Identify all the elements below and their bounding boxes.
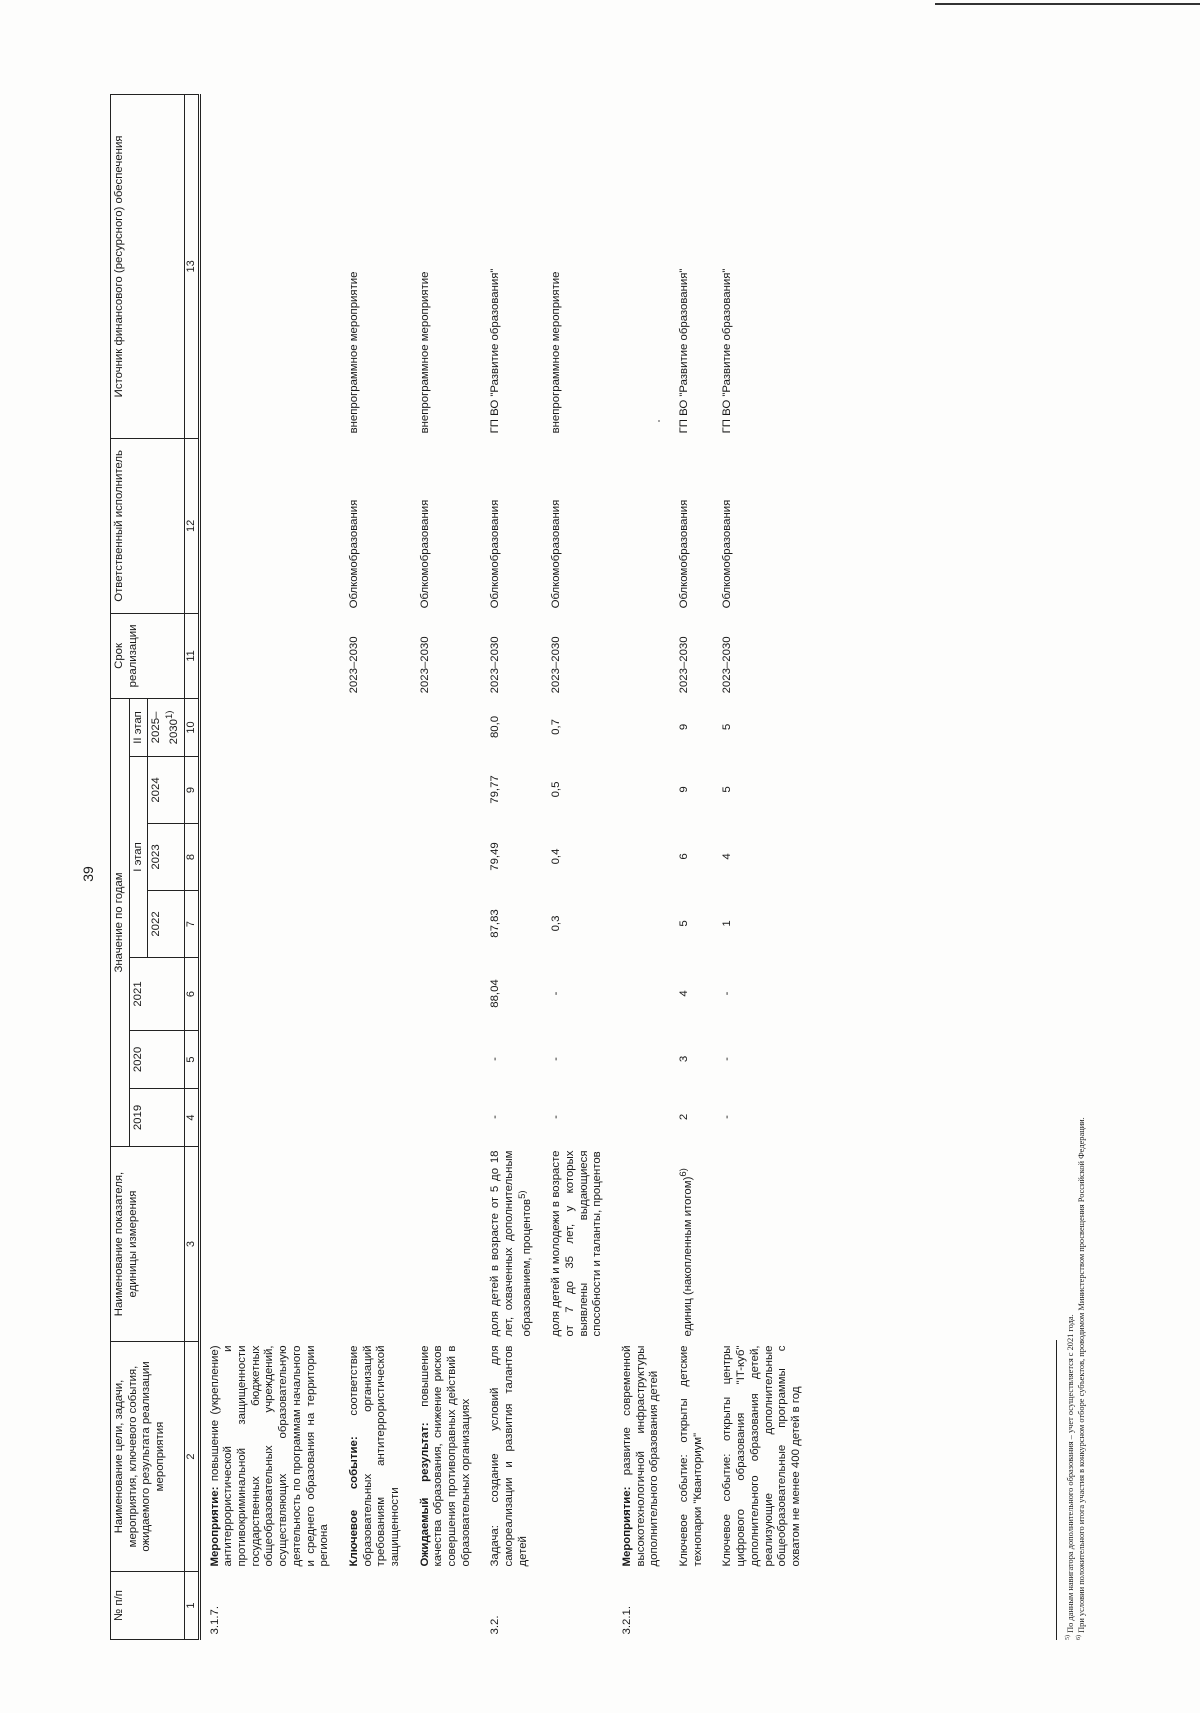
row-indicator	[199, 1147, 340, 1342]
row-description	[199, 1342, 340, 1572]
value-2022: 87,83	[489, 909, 502, 938]
value-2022	[411, 891, 482, 958]
column-number: 13	[184, 94, 199, 438]
column-number: 6	[184, 958, 199, 1031]
row-number: 3.2.	[489, 1615, 502, 1635]
value-2023	[199, 824, 340, 891]
row-description-text: соответствие образовательных организаций требованиям антитеррористической защищенности	[347, 1345, 401, 1567]
table-row	[411, 94, 482, 1639]
row-description-text: Ключевое событие: открыты центры цифрового образования "IT-куб" дополнительного образования детей, реализующие дополнительные общеобразовательные программы с охватом не менее 400 детей в год	[721, 1345, 802, 1567]
value-2019: 2	[678, 1113, 691, 1121]
column-number: 8	[184, 824, 199, 891]
row-indicator	[411, 1147, 482, 1342]
column-number: 1	[184, 1572, 199, 1640]
row-term: 2023–2030	[418, 636, 431, 694]
header-2024: 2024	[148, 757, 184, 824]
value-2019: -	[550, 1115, 563, 1119]
value-2025	[199, 698, 340, 756]
row-description-text: развитие современной высокотехнологичной инфраструктуры дополнительного образования детей	[621, 1345, 661, 1567]
header-2025-2030-footnote-mark: 1)	[164, 710, 176, 720]
value-2024	[411, 757, 482, 824]
row-description	[713, 1342, 811, 1572]
value-2022: 0,3	[550, 915, 563, 932]
header-term: Срок реализации	[111, 613, 185, 698]
footnote	[1065, 540, 1076, 1640]
row-description	[542, 1342, 613, 1572]
row-description-text: Ключевое событие: открыты детские технопарки "Кванториум"	[678, 1345, 704, 1567]
value-2019	[411, 1089, 482, 1147]
row-executor: Облкомобразования	[721, 499, 734, 609]
column-number: 5	[184, 1031, 199, 1089]
row-term	[613, 613, 670, 698]
row-term: 2023–2030	[489, 636, 502, 694]
value-2025: 9	[678, 723, 691, 731]
header-2021: 2021	[129, 958, 184, 1031]
value-2024	[613, 757, 670, 824]
value-2019	[340, 1089, 411, 1147]
row-executor: Облкомобразования	[678, 499, 691, 609]
row-number	[542, 1572, 613, 1640]
row-description-text: повышение качества образования, снижение рисков совершения противоправных действий в образовательных организациях	[418, 1345, 472, 1567]
value-2025: 0,7	[550, 719, 563, 735]
value-2023: 0,4	[550, 848, 563, 865]
row-description	[613, 1342, 670, 1572]
row-term	[199, 613, 340, 698]
value-2022: 1	[721, 920, 734, 927]
column-number-row	[184, 94, 199, 1639]
row-executor: Облкомобразования	[347, 499, 360, 609]
header-2025-2030-text: 2025–2030	[150, 711, 180, 745]
header-2020: 2020	[129, 1031, 184, 1089]
table-body	[199, 94, 811, 1639]
value-2022	[340, 891, 411, 958]
row-source: ГП ВО "Развитие образования"	[721, 268, 734, 434]
value-2020: -	[721, 1057, 734, 1061]
value-2020: -	[489, 1057, 502, 1061]
value-2021	[340, 958, 411, 1031]
value-2021: -	[550, 991, 563, 996]
column-number: 10	[184, 698, 199, 756]
footnote-text: При условии положительного итога участия в конкурсном отборе субъектов, проводимом Министерством просвещения Российской Федерации.	[1077, 1117, 1087, 1635]
page-number: 39	[80, 866, 96, 882]
row-description-lead: Мероприятие:	[621, 1486, 634, 1567]
row-source	[199, 94, 340, 438]
row-number	[411, 1572, 482, 1640]
footnotes	[1065, 540, 1088, 1640]
row-indicator-text: доля детей в возрасте от 5 до 18 лет, охваченных дополнительным образованием, процентов	[489, 1150, 533, 1337]
row-number: 3.2.1.	[621, 1606, 634, 1635]
value-2021	[199, 958, 340, 1031]
row-description-lead: Ожидаемый результат:	[418, 1422, 431, 1567]
column-number: 12	[184, 438, 199, 613]
value-2025	[340, 698, 411, 756]
value-2023	[613, 824, 670, 891]
value-2021: -	[721, 991, 734, 996]
value-2023: 79,49	[489, 842, 502, 871]
value-2022	[613, 891, 670, 958]
value-2025: 5	[721, 723, 734, 731]
row-indicator	[481, 1147, 542, 1342]
value-2020	[199, 1031, 340, 1089]
value-2023: 4	[721, 853, 734, 860]
header-executor: Ответственный исполнитель	[111, 438, 185, 613]
row-description-text: повышение (укрепление) антитеррористической и противокриминальной защищенности государственных бюджетных общеобразовательных учреждений, осуществляющих образовательную деятельность по программам начального и среднего образования на территории региона	[208, 1345, 331, 1567]
table-row	[199, 94, 340, 1639]
column-number: 7	[184, 891, 199, 958]
value-2025: 80,0	[489, 715, 502, 739]
row-indicator	[670, 1147, 713, 1342]
value-2022	[199, 891, 340, 958]
header-stage-1: I этап	[129, 757, 148, 958]
value-2025	[613, 698, 670, 756]
row-source	[613, 94, 670, 438]
footnote	[1076, 540, 1087, 1640]
row-number: 3.1.7.	[208, 1606, 221, 1635]
row-indicator	[542, 1147, 613, 1342]
column-number: 3	[184, 1147, 199, 1342]
value-2020	[613, 1031, 670, 1089]
value-2025	[411, 698, 482, 756]
value-2024: 5	[721, 786, 734, 793]
table-row	[613, 94, 670, 1639]
header-number: № п/п	[111, 1572, 185, 1640]
value-2024: 79,77	[489, 775, 502, 804]
value-2023: 6	[678, 853, 691, 860]
row-description-text: Задача: создание условий для самореализации и развития талантов детей	[489, 1345, 529, 1567]
table-row	[340, 94, 411, 1639]
value-2022: 5	[678, 920, 691, 927]
value-2024	[199, 757, 340, 824]
value-2019	[613, 1089, 670, 1147]
column-number: 4	[184, 1089, 199, 1147]
column-number: 9	[184, 757, 199, 824]
table-row	[481, 94, 542, 1639]
row-executor	[613, 438, 670, 613]
row-number	[670, 1572, 713, 1640]
row-term: 2023–2030	[721, 636, 734, 694]
header-stage-2: II этап	[129, 698, 148, 756]
value-2019	[199, 1089, 340, 1147]
value-2023	[411, 824, 482, 891]
program-table	[110, 94, 812, 1640]
row-description-lead: Мероприятие:	[208, 1486, 221, 1567]
row-description	[340, 1342, 411, 1572]
value-2023	[340, 824, 411, 891]
row-source: ГП ВО "Развитие образования"	[489, 268, 502, 434]
value-2020: 3	[678, 1055, 691, 1063]
row-source: внепрограммное мероприятие	[347, 271, 360, 434]
column-number: 11	[184, 613, 199, 698]
value-2021: 88,04	[489, 979, 502, 1008]
footnote-mark: 6)	[1076, 1635, 1083, 1640]
row-indicator-footnote-mark: 5)	[516, 1190, 528, 1199]
row-indicator	[713, 1147, 811, 1342]
row-description	[670, 1342, 713, 1572]
row-description	[411, 1342, 482, 1572]
row-number	[713, 1572, 811, 1640]
row-executor: Облкомобразования	[550, 499, 563, 609]
row-term: 2023–2030	[550, 636, 563, 694]
header-2025-2030	[148, 698, 184, 756]
row-indicator-text: единиц (накопленным итогом)	[681, 1176, 694, 1337]
row-description	[481, 1342, 542, 1572]
row-source: внепрограммное мероприятие	[550, 271, 563, 434]
value-2021	[613, 958, 670, 1031]
header-2023: 2023	[148, 824, 184, 891]
column-number: 2	[184, 1342, 199, 1572]
header-2019: 2019	[129, 1089, 184, 1147]
value-2024: 9	[678, 786, 691, 793]
header-indicator: Наименование показателя, единицы измерения	[111, 1147, 185, 1342]
value-2021	[411, 958, 482, 1031]
header-source: Источник финансового (ресурсного) обеспечения	[111, 94, 185, 438]
row-source: ГП ВО "Развитие образования"	[678, 268, 691, 434]
value-2019: -	[489, 1115, 502, 1119]
header-name: Наименование цели, задачи, мероприятия, ключевого события, ожидаемого результата реализации мероприятия	[111, 1342, 185, 1572]
row-term: 2023–2030	[678, 636, 691, 694]
row-indicator-text: доля детей и молодежи в возрасте от 7 до 35 лет, у которых выявлены выдающиеся способности и таланты, процентов	[550, 1150, 604, 1337]
row-indicator-footnote-mark: 6)	[678, 1168, 690, 1177]
value-2020	[340, 1031, 411, 1089]
value-2019: -	[721, 1115, 734, 1119]
value-2020: -	[550, 1057, 563, 1061]
row-description-lead: Ключевое событие:	[347, 1436, 360, 1567]
footnote-divider	[1056, 1340, 1057, 1640]
row-indicator	[340, 1147, 411, 1342]
row-executor: Облкомобразования	[489, 499, 502, 609]
row-source: внепрограммное мероприятие	[418, 271, 431, 434]
header-values-group: Значение по годам	[111, 698, 130, 1146]
header-row-1	[111, 94, 130, 1639]
value-2024: 0,5	[550, 781, 563, 798]
table-row	[542, 94, 613, 1639]
table-row	[670, 94, 713, 1639]
rotated-sheet	[110, 95, 1130, 1640]
value-2020	[411, 1031, 482, 1089]
footnote-mark: 5)	[1065, 1635, 1071, 1640]
footnote-text: По данным навигатора дополнительного образования – учет осуществляется с 2021 года.	[1065, 1314, 1075, 1635]
row-indicator	[613, 1147, 670, 1342]
header-2022: 2022	[148, 891, 184, 958]
row-executor	[199, 438, 340, 613]
table-row	[713, 94, 811, 1639]
row-term: 2023–2030	[347, 636, 360, 694]
value-2024	[340, 757, 411, 824]
top-edge-line	[935, 3, 1200, 5]
value-2021: 4	[678, 990, 691, 997]
row-number	[340, 1572, 411, 1640]
row-executor: Облкомобразования	[418, 499, 431, 609]
